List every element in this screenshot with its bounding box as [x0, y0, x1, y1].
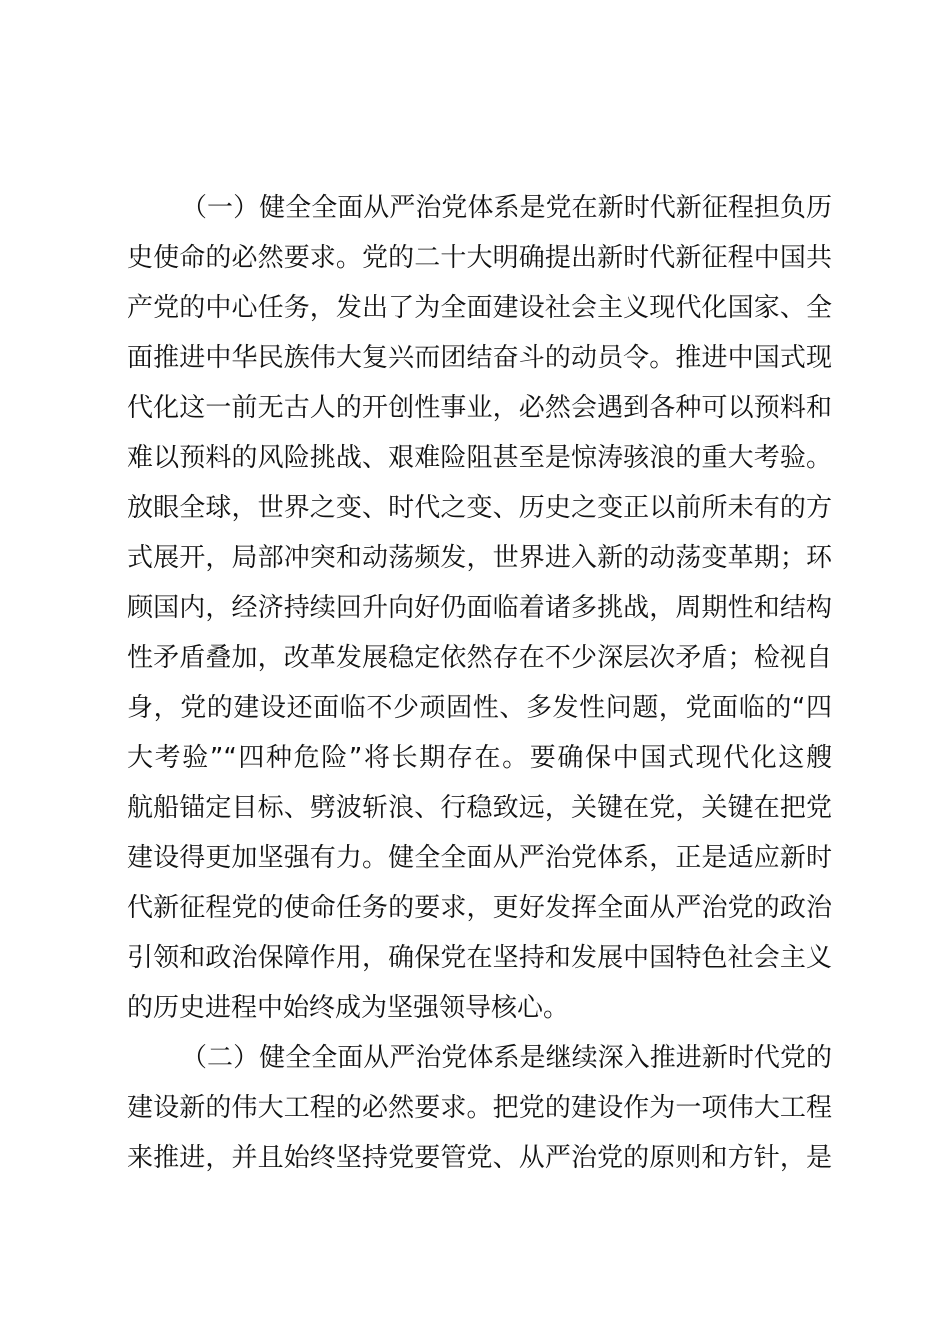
paragraph-1-line-12: 大考验”“四种危险”将长期存在。要确保中国式现代化这艘: [127, 743, 832, 773]
paragraph-1-line-16: 引领和政治保障作用，确保党在坚持和发展中国特色社会主义: [127, 943, 832, 973]
paragraph-2-line-3: 来推进，并且始终坚持党要管党、从严治党的原则和方针，是: [127, 1143, 832, 1173]
paragraph-1-line-10: 性矛盾叠加，改革发展稳定依然存在不少深层次矛盾；检视自: [127, 643, 832, 673]
paragraph-1-line-14: 建设得更加坚强有力。健全全面从严治党体系，正是适应新时: [127, 843, 832, 873]
paragraph-1-line-1: （一）健全全面从严治党体系是党在新时代新征程担负历: [181, 193, 832, 223]
paragraph-2-line-1: （二）健全全面从严治党体系是继续深入推进新时代党的: [181, 1043, 832, 1073]
paragraph-2-line-2: 建设新的伟大工程的必然要求。把党的建设作为一项伟大工程: [127, 1093, 832, 1123]
paragraph-1-line-2: 史使命的必然要求。党的二十大明确提出新时代新征程中国共: [127, 243, 832, 273]
paragraph-1-line-6: 难以预料的风险挑战、艰难险阻甚至是惊涛骇浪的重大考验。: [127, 443, 832, 473]
paragraph-1-line-9: 顾国内，经济持续回升向好仍面临着诸多挑战，周期性和结构: [127, 593, 832, 623]
paragraph-1-line-13: 航船锚定目标、劈波斩浪、行稳致远，关键在党，关键在把党: [127, 793, 832, 823]
paragraph-1-line-3: 产党的中心任务，发出了为全面建设社会主义现代化国家、全: [127, 293, 832, 323]
paragraph-1-line-4: 面推进中华民族伟大复兴而团结奋斗的动员令。推进中国式现: [127, 343, 832, 373]
paragraph-1-line-11: 身，党的建设还面临不少顽固性、多发性问题，党面临的“四: [127, 693, 832, 723]
paragraph-1-line-17: 的历史进程中始终成为坚强领导核心。: [127, 993, 570, 1023]
paragraph-1-line-15: 代新征程党的使命任务的要求，更好发挥全面从严治党的政治: [127, 893, 832, 923]
paragraph-1-line-7: 放眼全球，世界之变、时代之变、历史之变正以前所未有的方: [127, 493, 832, 523]
paragraph-1-line-5: 代化这一前无古人的开创性事业，必然会遇到各种可以预料和: [127, 393, 832, 423]
paragraph-1-line-8: 式展开，局部冲突和动荡频发，世界进入新的动荡变革期；环: [127, 543, 832, 573]
